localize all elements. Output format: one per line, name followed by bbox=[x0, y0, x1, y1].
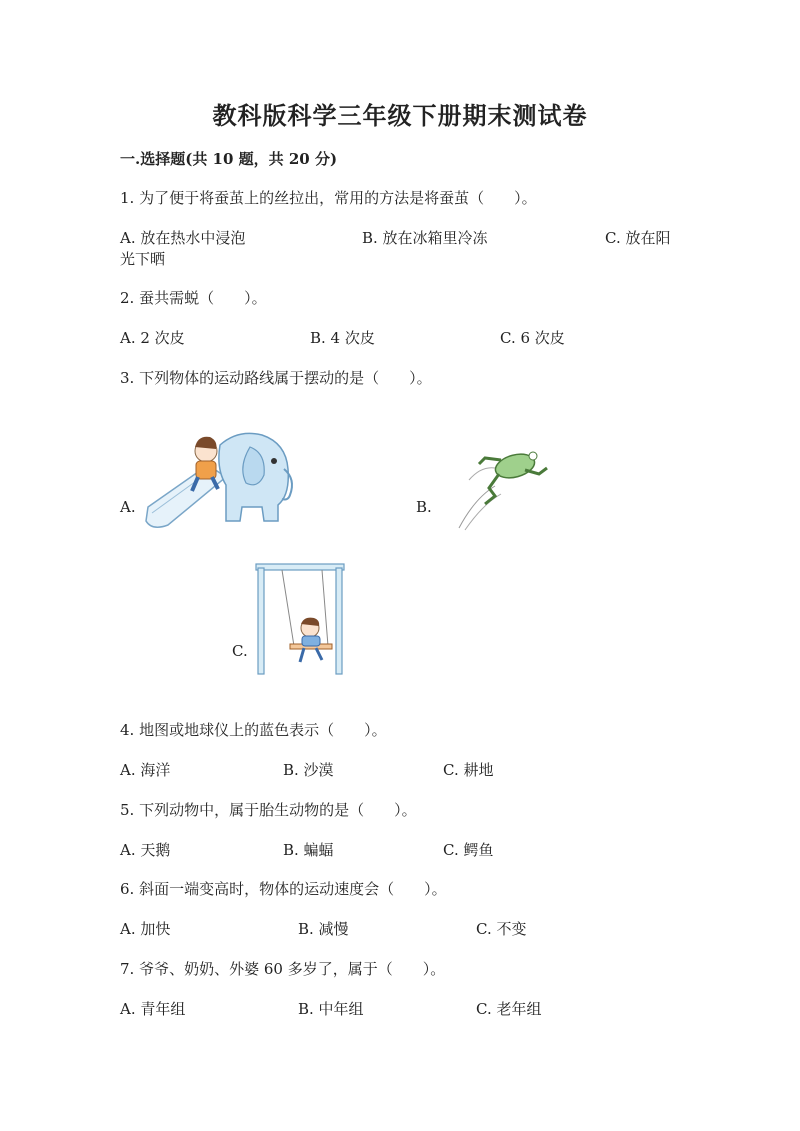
q3-option-a[interactable]: A. bbox=[120, 498, 136, 516]
q7-option-a[interactable]: A. 青年组 bbox=[120, 1000, 186, 1018]
question-1: 1. 为了便于将蚕茧上的丝拉出，常用的方法是将蚕茧（ ）。 bbox=[120, 189, 537, 207]
q7-option-b[interactable]: B. 中年组 bbox=[298, 1000, 364, 1018]
q6-option-a[interactable]: A. 加快 bbox=[120, 920, 171, 938]
question-2: 2. 蚕共需蜕（ ）。 bbox=[120, 289, 267, 307]
q1-option-c[interactable]: C. 放在阳 bbox=[605, 229, 671, 247]
q5-option-b[interactable]: B. 蝙蝠 bbox=[283, 841, 334, 859]
question-6: 6. 斜面一端变高时，物体的运动速度会（ ）。 bbox=[120, 880, 447, 898]
q4-option-a[interactable]: A. 海洋 bbox=[120, 761, 171, 779]
q4-option-c[interactable]: C. 耕地 bbox=[443, 761, 494, 779]
question-3: 3. 下列物体的运动路线属于摆动的是（ ）。 bbox=[120, 369, 432, 387]
jumping-frog-icon bbox=[455, 438, 555, 533]
page-title: 教科版科学三年级下册期末测试卷 bbox=[212, 101, 588, 130]
q6-option-c[interactable]: C. 不变 bbox=[476, 920, 527, 938]
q2-option-b[interactable]: B. 4 次皮 bbox=[310, 329, 375, 347]
q2-option-a[interactable]: A. 2 次皮 bbox=[120, 329, 185, 347]
question-5: 5. 下列动物中，属于胎生动物的是（ ）。 bbox=[120, 801, 417, 819]
q6-option-b[interactable]: B. 减慢 bbox=[298, 920, 349, 938]
q2-option-c[interactable]: C. 6 次皮 bbox=[500, 329, 565, 347]
q1-option-a[interactable]: A. 放在热水中浸泡 bbox=[120, 229, 246, 247]
q5-option-c[interactable]: C. 鳄鱼 bbox=[443, 841, 494, 859]
swing-icon bbox=[252, 560, 352, 676]
question-7: 7. 爷爷、奶奶、外婆 60 多岁了，属于（ ）。 bbox=[120, 960, 446, 978]
elephant-slide-icon bbox=[138, 425, 298, 537]
q7-option-c[interactable]: C. 老年组 bbox=[476, 1000, 542, 1018]
q3-option-b[interactable]: B. bbox=[416, 498, 432, 516]
q3-option-c[interactable]: C. bbox=[232, 642, 248, 660]
q4-option-b[interactable]: B. 沙漠 bbox=[283, 761, 334, 779]
section-heading: 一.选择题(共 10 题，共 20 分) bbox=[120, 150, 338, 168]
q1-option-c-continued: 光下晒 bbox=[120, 250, 166, 268]
q1-option-b[interactable]: B. 放在冰箱里冷冻 bbox=[362, 229, 488, 247]
question-4: 4. 地图或地球仪上的蓝色表示（ ）。 bbox=[120, 721, 387, 739]
q5-option-a[interactable]: A. 天鹅 bbox=[120, 841, 171, 859]
